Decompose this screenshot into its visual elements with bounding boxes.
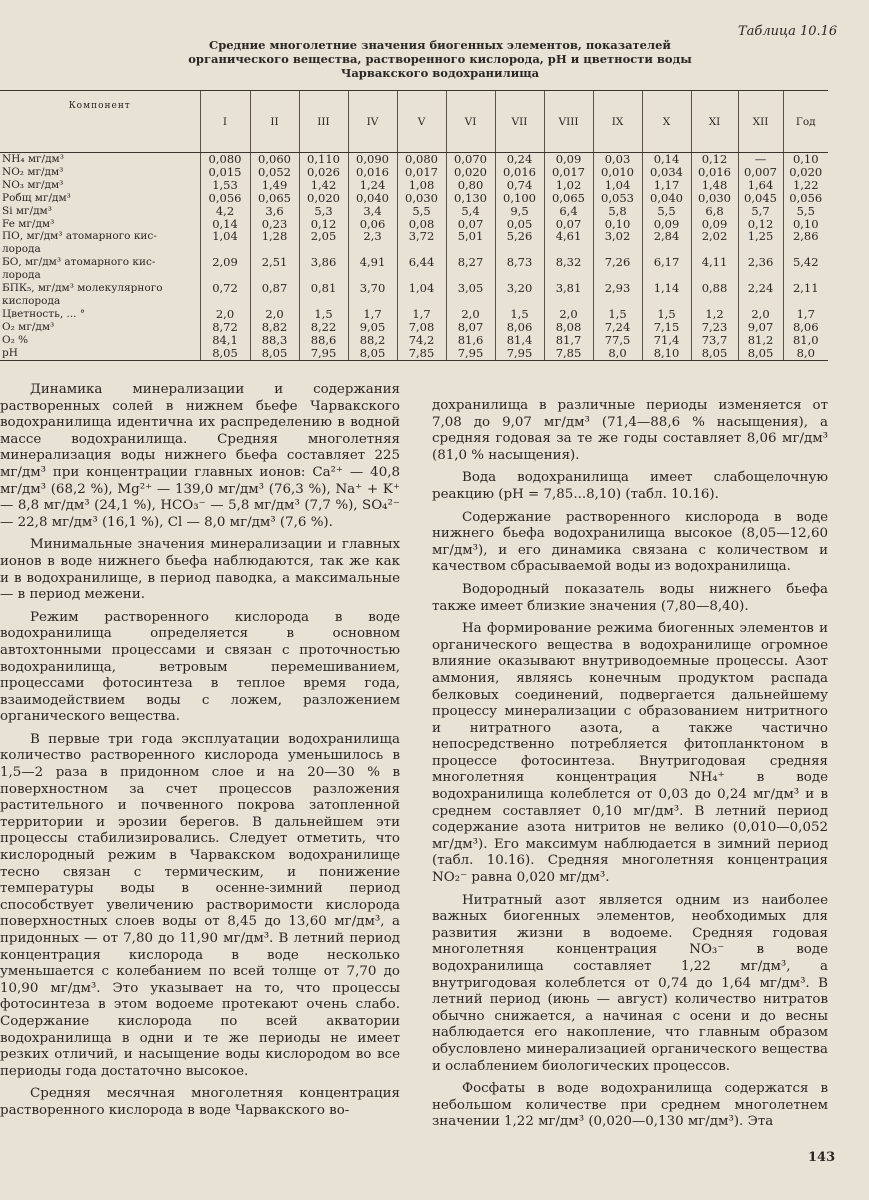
table-cell: 0,020 xyxy=(299,192,348,205)
table-cell: 8,05 xyxy=(348,347,397,360)
table-cell: 1,42 xyxy=(299,179,348,192)
table-cell: 6,44 xyxy=(397,256,446,269)
table-cell xyxy=(299,295,348,308)
table-cell: 8,0 xyxy=(593,347,642,360)
table-cell: 8,05 xyxy=(250,347,299,360)
table-cell: 5,26 xyxy=(495,230,544,243)
table-cell: 8,06 xyxy=(783,321,828,334)
table-cell: 0,23 xyxy=(250,218,299,231)
table-cell: 0,14 xyxy=(200,218,250,231)
table-cell: 4,2 xyxy=(200,205,250,218)
row-component-name: O₂ % xyxy=(2,333,29,346)
table-cell: 2,02 xyxy=(691,230,738,243)
table-cell: 0,08 xyxy=(397,218,446,231)
table-cell: 0,03 xyxy=(593,153,642,166)
paragraph: Вода водохранилища имеет слабощелочную реакцию (pH = 7,85...8,10) (табл. 10.16). xyxy=(432,470,828,502)
table-cell: 4,11 xyxy=(691,256,738,269)
paragraph: Минимальные значения минерализации и главных ионов в воде нижнего бьефа наблюдаются, так же как и в водохранилище, в период паводка, а максимальные — в период межени. xyxy=(0,537,400,603)
table-cell: 5,5 xyxy=(783,205,828,218)
caption-line: Чарвакского водохранилища xyxy=(340,66,540,80)
table-cell: 2,93 xyxy=(593,282,642,295)
table-cell xyxy=(642,295,691,308)
table-cell: 6,4 xyxy=(544,205,593,218)
paragraph: Динамика минерализации и содержания растворенных солей в нижнем бьефе Чарвакского водохранилища идентична их распределению в водной массе водохранилища. Средняя многолетняя минерализация воды нижнего бьефа составляет 225 мг/дм³ при концентрации главных ионов: Ca²⁺ — 40,8 мг/дм³ (68,2 %), Mg²⁺ — 139,0 мг/дм³ (76,3 %), Na⁺ + K⁺ — 8,8 мг/дм³ (24,1 %), HCO₃⁻ — 5,8 мг/дм³ (7,7 %), SO₄²⁻ — 22,8 мг/дм³ (16,1 %), Cl — 8,0 мг/дм³ (7,6 %). xyxy=(0,382,400,530)
table-cell: 8,10 xyxy=(642,347,691,360)
paragraph: В первые три года эксплуатации водохранилища количество растворенного кислорода уменьшилось в 1,5—2 раза в придонном слое и на 20—30 % в поверхностном за счет процессов разложения растительного и почвенного покрова затопленной территории и эрозии берегов. В дальнейшем эти процессы стабилизировались. Следует отметить, что кислородный режим в Чарвакском водохранилище тесно связан с термическим, и понижение температуры воды в осенне-зимний период способствует увеличению растворимости кислорода поверхностных слоев воды от 8,45 до 13,60 мг/дм³, а придонных — от 7,80 до 11,90 мг/дм³. В летний период концентрация кислорода в воде несколько уменьшается с колебанием по всей толще от 7,70 до 10,90 мг/дм³. Это указывает на то, что процессы фотосинтеза в этом водоеме протекают очень слабо. Содержание кислорода по всей акватории водохранилища в одни и те же периоды не имеет резких отличий, и насыщение воды кислородом во все периоды года достаточно высокое. xyxy=(0,731,400,1079)
table-cell: 3,4 xyxy=(348,205,397,218)
table-cell xyxy=(738,295,783,308)
header-month: V xyxy=(397,91,446,153)
table-cell: 73,7 xyxy=(691,334,738,347)
table-cell: 1,7 xyxy=(397,308,446,321)
table-cell xyxy=(348,295,397,308)
table-cell: 0,10 xyxy=(593,218,642,231)
table-cell: 9,05 xyxy=(348,321,397,334)
table-cell: 8,27 xyxy=(446,256,495,269)
table-cell: 1,5 xyxy=(299,308,348,321)
table-cell: 0,05 xyxy=(495,218,544,231)
table-cell: 1,7 xyxy=(783,308,828,321)
table-cell: 0,09 xyxy=(691,218,738,231)
row-component-name: Fe мг/дм³ xyxy=(2,217,55,230)
table-cell: 77,5 xyxy=(593,334,642,347)
table-cell: 1,22 xyxy=(783,179,828,192)
row-component-name: pH xyxy=(0,347,200,360)
table-cell: 0,026 xyxy=(299,166,348,179)
header-month: XI xyxy=(691,91,738,153)
table-cell: 8,72 xyxy=(200,321,250,334)
table-cell: 0,060 xyxy=(250,153,299,166)
row-component-name: ПО, мг/дм³ атомарного кис- xyxy=(2,230,157,243)
row-component-name: БПК₅, мг/дм³ молекулярного xyxy=(2,282,163,295)
table-cell: 0,040 xyxy=(642,192,691,205)
row-component-name: NO₃ мг/дм³ xyxy=(2,178,64,191)
table-cell: 7,15 xyxy=(642,321,691,334)
paragraph: Фосфаты в воде водохранилища содержатся в небольшом количестве при среднем многолетнем значении 1,22 мг/дм³ (0,020—0,130 мг/дм³). Эта xyxy=(432,1081,828,1130)
row-component-name: лорода xyxy=(2,243,41,256)
table-cell: 0,030 xyxy=(691,192,738,205)
table-cell: 1,25 xyxy=(738,230,783,243)
table-cell: 0,12 xyxy=(299,218,348,231)
table-cell: 8,06 xyxy=(495,321,544,334)
row-component-name: O₂ мг/дм³ xyxy=(2,320,55,333)
table-cell: 1,2 xyxy=(691,308,738,321)
table-cell: 8,08 xyxy=(544,321,593,334)
paragraph: На формирование режима биогенных элементов и органического вещества в водохранилище огромное влияние оказывают внутриводоемные процессы. Азот аммония, являясь конечным продуктом распада белковых соединений, подвергается дальнейшему процессу минерализации с образованием нитритного и нитратного азота, а также частично непосредственно потребляется фитопланктоном в процессе фотосинтеза. Внутригодовая средняя многолетняя концентрация NH₄⁺ в воде водохранилища колеблется от 0,03 до 0,24 мг/дм³ и в среднем составляет 0,10 мг/дм³. В летний период содержание азота нитритов не велико (0,010—0,052 мг/дм³). Его максимум наблюдается в зимний период (табл. 10.16). Средняя многолетняя концентрация NO₂⁻ равна 0,020 мг/дм³. xyxy=(432,621,828,886)
paragraph: Водородный показатель воды нижнего бьефа также имеет близкие значения (7,80—8,40). xyxy=(432,581,828,614)
table-cell: 8,82 xyxy=(250,321,299,334)
table-cell: 0,14 xyxy=(642,153,691,166)
row-component-name: кислорода xyxy=(2,294,61,307)
table-cell: 0,020 xyxy=(446,166,495,179)
table-row xyxy=(0,321,828,334)
table-cell: 2,0 xyxy=(250,308,299,321)
table-cell: 8,0 xyxy=(783,347,828,360)
table-row xyxy=(0,334,828,347)
table-cell: 81,0 xyxy=(783,334,828,347)
header-month: II xyxy=(250,91,299,153)
table-cell: 71,4 xyxy=(642,334,691,347)
table-cell: 2,86 xyxy=(783,230,828,243)
table-cell: 0,72 xyxy=(200,282,250,295)
table-cell: 7,95 xyxy=(495,347,544,360)
table-cell: 8,05 xyxy=(738,347,783,360)
table-cell xyxy=(593,295,642,308)
table-row xyxy=(0,153,828,166)
table-row xyxy=(0,256,828,269)
table-cell: 88,3 xyxy=(250,334,299,347)
table-cell: 8,73 xyxy=(495,256,544,269)
table-cell: 0,030 xyxy=(397,192,446,205)
table-cell: 1,04 xyxy=(200,230,250,243)
table-cell: 8,32 xyxy=(544,256,593,269)
table-cell: 1,48 xyxy=(691,179,738,192)
table-row xyxy=(0,230,828,243)
paragraph: Нитратный азот является одним из наиболее важных биогенных элементов, необходимых для развития жизни в водоеме. Средняя годовая многолетняя концентрация NO₃⁻ в воде водохранилища составляет 1,22 мг/дм³, а внутригодовая колеблется от 0,74 до 1,64 мг/дм³. В летний период (июнь — август) количество нитратов обычно снижается, а начиная с осени и до весны наблюдается его накопление, что главным образом обусловлено минерализацией органического вещества и ослаблением биологических процессов. xyxy=(432,892,828,1074)
paragraph: Содержание растворенного кислорода в воде нижнего бьефа водохранилища высокое (8,05—12,60 мг/дм³), и его динамика связана с количеством и качеством сбрасываемой воды из водохранилища. xyxy=(432,509,828,575)
table-cell: 2,0 xyxy=(200,308,250,321)
table-cell: 0,056 xyxy=(783,192,828,205)
table-cell: 5,42 xyxy=(783,256,828,269)
table-cell xyxy=(783,295,828,308)
row-component-name: Pобщ мг/дм³ xyxy=(2,191,71,204)
table-cell: 2,11 xyxy=(783,282,828,295)
table-cell: 0,100 xyxy=(495,192,544,205)
table-cell: 0,10 xyxy=(783,153,828,166)
table-cell xyxy=(691,295,738,308)
table-cell: 8,22 xyxy=(299,321,348,334)
table-cell: 0,010 xyxy=(593,166,642,179)
table-cell: 6,8 xyxy=(691,205,738,218)
table-row xyxy=(0,282,828,295)
table-cell: 81,7 xyxy=(544,334,593,347)
table-row xyxy=(0,205,828,218)
table-cell: 2,0 xyxy=(544,308,593,321)
table-cell: 0,09 xyxy=(642,218,691,231)
table-cell: 2,09 xyxy=(200,256,250,269)
table-cell: 0,81 xyxy=(299,282,348,295)
table-cell: 5,4 xyxy=(446,205,495,218)
table-cell: 0,017 xyxy=(544,166,593,179)
header-month: VII xyxy=(495,91,544,153)
table-cell: 0,12 xyxy=(738,218,783,231)
header-month: VI xyxy=(446,91,495,153)
table-row xyxy=(0,308,828,321)
table-cell: 0,016 xyxy=(348,166,397,179)
table-cell: 3,02 xyxy=(593,230,642,243)
table-cell: 0,040 xyxy=(348,192,397,205)
caption-line: органического вещества, растворенного кислорода, рН и цветности воды xyxy=(188,52,692,66)
row-component-name: Цветность, ... ° xyxy=(2,307,86,320)
table-cell: — xyxy=(738,153,783,166)
table-cell: 2,51 xyxy=(250,256,299,269)
table-cell: 0,07 xyxy=(446,218,495,231)
table-cell: 2,3 xyxy=(348,230,397,243)
row-component-name: Si мг/дм³ xyxy=(2,204,52,217)
table-row xyxy=(0,295,828,308)
table-cell: 1,04 xyxy=(397,282,446,295)
table-cell: 7,95 xyxy=(446,347,495,360)
table-cell: 3,05 xyxy=(446,282,495,295)
table-cell: 7,85 xyxy=(397,347,446,360)
table-cell: 2,05 xyxy=(299,230,348,243)
table-cell: 3,72 xyxy=(397,230,446,243)
table-cell: 0,110 xyxy=(299,153,348,166)
table-cell: 0,070 xyxy=(446,153,495,166)
table-caption xyxy=(150,38,730,80)
table-cell: 0,065 xyxy=(250,192,299,205)
table-cell xyxy=(397,295,446,308)
text-column-left xyxy=(0,382,400,1126)
table-row xyxy=(0,192,828,205)
table-cell: 5,7 xyxy=(738,205,783,218)
table-cell: 0,015 xyxy=(200,166,250,179)
table-cell: 0,065 xyxy=(544,192,593,205)
table-cell: 0,016 xyxy=(495,166,544,179)
paragraph: Режим растворенного кислорода в воде водохранилища определяется в основном автохтонными процессами и связан с проточностью водохранилища, ветровым перемешиванием, процессами фотосинтеза в теплое время года, взаимодействием воды с ложем, разложением органического вещества. xyxy=(0,609,400,725)
table-row xyxy=(0,179,828,192)
table-cell xyxy=(495,295,544,308)
table-cell xyxy=(200,295,250,308)
table-cell: 1,53 xyxy=(200,179,250,192)
table-cell: 9,07 xyxy=(738,321,783,334)
table-cell: 1,49 xyxy=(250,179,299,192)
table-cell: 0,045 xyxy=(738,192,783,205)
header-component: Компонент xyxy=(0,91,200,153)
table-cell: 0,12 xyxy=(691,153,738,166)
table-cell: 0,080 xyxy=(200,153,250,166)
header-month: III xyxy=(299,91,348,153)
table-cell: 9,5 xyxy=(495,205,544,218)
table-cell: 1,04 xyxy=(593,179,642,192)
table-row xyxy=(0,347,828,360)
header-month: IX xyxy=(593,91,642,153)
table-cell: 81,4 xyxy=(495,334,544,347)
table-cell: 2,36 xyxy=(738,256,783,269)
table-cell: 1,17 xyxy=(642,179,691,192)
table-cell: 0,056 xyxy=(200,192,250,205)
table-cell: 7,08 xyxy=(397,321,446,334)
table-cell: 0,090 xyxy=(348,153,397,166)
table-cell: 2,24 xyxy=(738,282,783,295)
table-cell: 6,17 xyxy=(642,256,691,269)
table-cell: 0,09 xyxy=(544,153,593,166)
row-component-name: БО, мг/дм³ атомарного кис- xyxy=(2,256,156,269)
text-column-right xyxy=(432,398,828,1137)
table-cell: 3,20 xyxy=(495,282,544,295)
header-month: X xyxy=(642,91,691,153)
header-month: Год xyxy=(783,91,828,153)
data-table xyxy=(0,90,828,361)
page-number: 143 xyxy=(808,1150,836,1165)
table-cell: 7,26 xyxy=(593,256,642,269)
table-cell: 4,61 xyxy=(544,230,593,243)
table-cell: 88,2 xyxy=(348,334,397,347)
table-cell: 7,23 xyxy=(691,321,738,334)
table-cell: 0,87 xyxy=(250,282,299,295)
table-cell: 3,86 xyxy=(299,256,348,269)
table-cell: 0,06 xyxy=(348,218,397,231)
table-cell: 8,05 xyxy=(691,347,738,360)
table-cell: 81,6 xyxy=(446,334,495,347)
table-cell: 0,74 xyxy=(495,179,544,192)
table-number: Таблица 10.16 xyxy=(738,24,838,39)
table-cell: 1,5 xyxy=(642,308,691,321)
table-cell: 1,02 xyxy=(544,179,593,192)
table-cell: 0,034 xyxy=(642,166,691,179)
table-cell xyxy=(544,295,593,308)
table-cell: 5,3 xyxy=(299,205,348,218)
table-cell: 8,05 xyxy=(200,347,250,360)
table-cell: 5,5 xyxy=(642,205,691,218)
table-cell: 74,2 xyxy=(397,334,446,347)
paragraph: дохранилища в различные периоды изменяется от 7,08 до 9,07 мг/дм³ (71,4—88,6 % насыщения), а средняя годовая за те же годы составляет 8,06 мг/дм³ (81,0 % насыщения). xyxy=(432,398,828,463)
table-header-row xyxy=(0,91,828,153)
table-cell: 5,01 xyxy=(446,230,495,243)
table-cell: 8,07 xyxy=(446,321,495,334)
table-cell: 4,91 xyxy=(348,256,397,269)
table-cell: 7,24 xyxy=(593,321,642,334)
table-cell: 3,81 xyxy=(544,282,593,295)
header-month: I xyxy=(200,91,250,153)
header-month: IV xyxy=(348,91,397,153)
table-cell: 1,08 xyxy=(397,179,446,192)
row-component-name: NO₂ мг/дм³ xyxy=(2,165,64,178)
table-cell: 2,0 xyxy=(738,308,783,321)
table-cell: 1,7 xyxy=(348,308,397,321)
table-cell: 3,6 xyxy=(250,205,299,218)
table-cell: 0,017 xyxy=(397,166,446,179)
table-cell: 0,130 xyxy=(446,192,495,205)
table-cell: 1,28 xyxy=(250,230,299,243)
table-cell xyxy=(446,295,495,308)
caption-line: Средние многолетние значения биогенных элементов, показателей xyxy=(209,38,671,52)
table-cell: 84,1 xyxy=(200,334,250,347)
table-cell: 0,020 xyxy=(783,166,828,179)
table-cell: 5,8 xyxy=(593,205,642,218)
table-cell: 0,016 xyxy=(691,166,738,179)
table-cell: 7,85 xyxy=(544,347,593,360)
header-month: VIII xyxy=(544,91,593,153)
table-cell: 2,84 xyxy=(642,230,691,243)
header-month: XII xyxy=(738,91,783,153)
table-cell xyxy=(250,295,299,308)
table-cell: 3,70 xyxy=(348,282,397,295)
table-cell: 1,14 xyxy=(642,282,691,295)
paragraph: Средняя месячная многолетняя концентрация растворенного кислорода в воде Чарвакского во- xyxy=(0,1086,400,1118)
table-row xyxy=(0,166,828,179)
table-cell: 0,88 xyxy=(691,282,738,295)
table-cell: 1,64 xyxy=(738,179,783,192)
table-cell: 0,052 xyxy=(250,166,299,179)
table-cell: 2,0 xyxy=(446,308,495,321)
table-cell: 0,053 xyxy=(593,192,642,205)
table-cell: 0,80 xyxy=(446,179,495,192)
table-cell: 0,080 xyxy=(397,153,446,166)
table-cell: 0,10 xyxy=(783,218,828,231)
table-cell: 5,5 xyxy=(397,205,446,218)
table-cell: 0,007 xyxy=(738,166,783,179)
row-component-name: лорода xyxy=(2,269,41,282)
table-cell: 0,07 xyxy=(544,218,593,231)
table-cell: 1,5 xyxy=(495,308,544,321)
table-cell: 81,2 xyxy=(738,334,783,347)
table-cell: 7,95 xyxy=(299,347,348,360)
table-cell: 1,24 xyxy=(348,179,397,192)
table-cell: 88,6 xyxy=(299,334,348,347)
table-cell: 0,24 xyxy=(495,153,544,166)
table-cell: 1,5 xyxy=(593,308,642,321)
row-component-name: NH₄ мг/дм³ xyxy=(2,153,64,165)
